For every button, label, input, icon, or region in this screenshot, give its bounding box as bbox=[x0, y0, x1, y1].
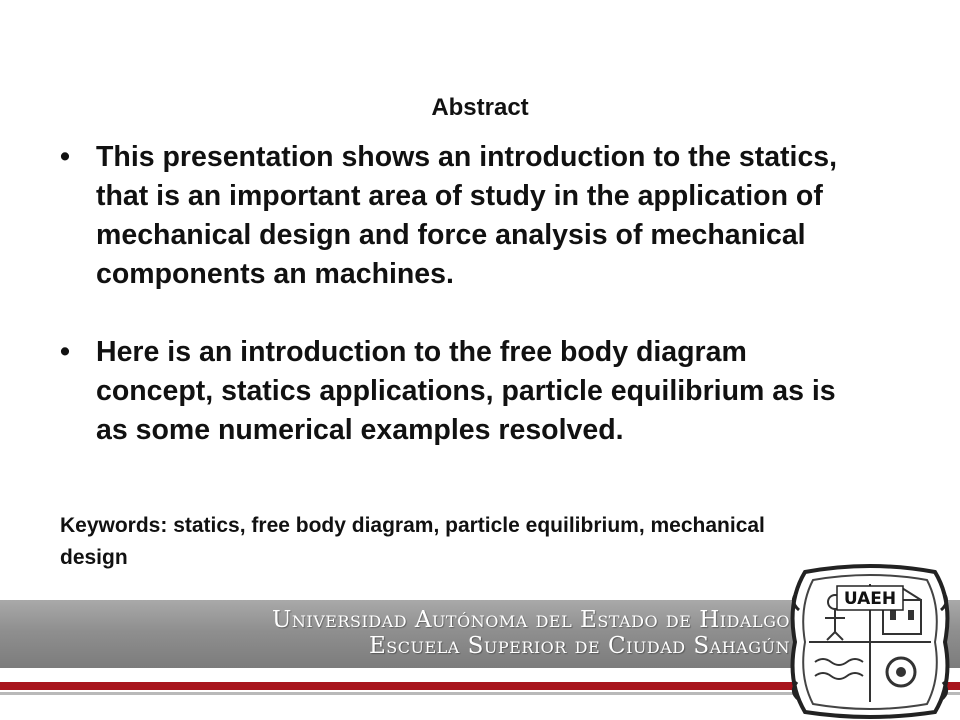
bullet-text: Here is an introduction to the free body diagram concept, statics applications, particle equilibrium as is as some numerical examples resolved. bbox=[96, 336, 836, 446]
school-name: Escuela Superior de Ciudad Sahagún bbox=[368, 633, 790, 659]
keywords-text: Keywords: statics, free body diagram, particle equilibrium, mechanical design bbox=[60, 514, 765, 569]
bullet-marker: • bbox=[60, 336, 70, 368]
bullet-text: This presentation shows an introduction to the statics, that is an important area of study in the application of mechanical design and force analysis of mechanical components an machines. bbox=[96, 141, 838, 290]
seal-label: UAEH bbox=[843, 589, 897, 609]
bullet-item bbox=[60, 138, 860, 294]
slide-title: Abstract bbox=[431, 94, 529, 121]
bullet-marker: • bbox=[60, 141, 70, 173]
bullet-list bbox=[60, 138, 860, 450]
bullet-item bbox=[60, 333, 860, 450]
university-name: Universidad Autónoma del Estado de Hidalgo bbox=[272, 607, 790, 633]
university-seal-icon bbox=[785, 562, 955, 720]
